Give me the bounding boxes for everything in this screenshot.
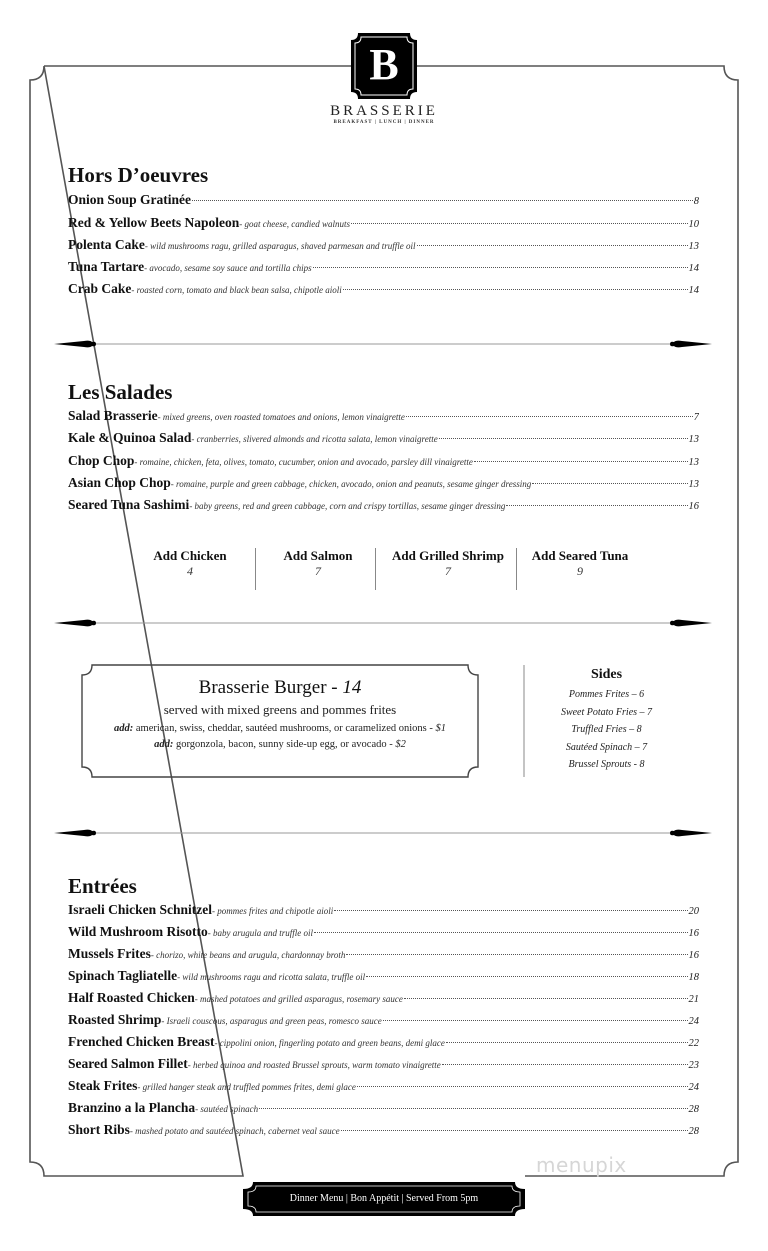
item-price: 14	[688, 263, 699, 274]
brand-tagline: BREAKFAST | LUNCH | DINNER	[333, 120, 435, 125]
item-desc: - pommes frites and chipotle aioli	[212, 906, 334, 916]
addon-label: Add Salmon	[283, 548, 353, 563]
item-desc: - roasted corn, tomato and black bean salsa, chipotle aioli	[131, 285, 342, 295]
menu-item	[68, 281, 699, 299]
item-price: 21	[688, 994, 699, 1005]
leader-dots	[357, 1086, 688, 1087]
item-name: Israeli Chicken Schnitzel	[68, 902, 212, 917]
item-name: Spinach Tagliatelle	[68, 968, 178, 983]
menu-item	[68, 1034, 699, 1052]
add-label: add:	[154, 739, 174, 750]
leader-dots	[343, 289, 688, 290]
item-desc: - cippolini onion, fingerling potato and green beans, demi glace	[214, 1038, 445, 1048]
item-price: 13	[688, 457, 699, 468]
leader-dots	[446, 1042, 688, 1043]
leader-dots	[346, 954, 687, 955]
leader-dots	[417, 245, 688, 246]
item-price: 28	[688, 1104, 699, 1115]
item-price: 23	[688, 1060, 699, 1071]
item-price: 16	[688, 501, 699, 512]
leader-dots	[334, 910, 687, 911]
item-name: Chop Chop	[68, 453, 135, 468]
item-desc: - sautéed spinach	[195, 1104, 259, 1114]
burger-add-line-1	[82, 723, 478, 734]
item-name: Polenta Cake	[68, 237, 145, 252]
leader-dots	[383, 1020, 688, 1021]
item-name: Frenched Chicken Breast	[68, 1034, 215, 1049]
menu-item	[68, 215, 699, 233]
menu-item	[68, 430, 699, 448]
side-item: Sautéed Spinach – 7	[565, 741, 648, 753]
menu-item	[68, 946, 699, 964]
add-options: american, swiss, cheddar, sautéed mushrooms, or caramelized onions -	[133, 723, 436, 734]
side-item: Pommes Frites – 6	[568, 689, 645, 700]
addon-label: Add Grilled Shrimp	[392, 548, 504, 563]
item-name: Kale & Quinoa Salad	[68, 430, 192, 445]
item-name: Crab Cake	[68, 281, 132, 296]
leader-dots	[474, 461, 688, 462]
leader-dots	[366, 976, 687, 977]
burger-box	[82, 665, 478, 750]
item-price: 24	[688, 1016, 699, 1027]
menu-item	[68, 1122, 699, 1140]
section-divider	[54, 617, 712, 629]
burger-add-line-2	[82, 739, 478, 750]
item-name: Short Ribs	[68, 1122, 130, 1137]
menu-item	[68, 1056, 699, 1074]
side-item: Brussel Sprouts - 8	[568, 759, 645, 770]
addon-seared-tuna	[520, 548, 640, 579]
leader-dots	[314, 932, 687, 933]
menu-item	[68, 408, 699, 426]
item-price: 22	[688, 1038, 699, 1049]
addon-separator	[516, 548, 517, 590]
menu-item	[68, 192, 699, 210]
item-desc: - chorizo, white beans and arugula, chardonnay broth	[150, 950, 346, 960]
addon-price: 7	[445, 564, 451, 578]
menu-item	[68, 237, 699, 255]
addon-chicken	[130, 548, 250, 579]
section-title-entrees: Entrées	[68, 874, 137, 898]
addon-grilled-shrimp	[380, 548, 516, 579]
item-name: Wild Mushroom Risotto	[68, 924, 208, 939]
item-desc: - mashed potatoes and grilled asparagus, rosemary sauce	[194, 994, 403, 1004]
addon-separator	[375, 548, 376, 590]
section-title-les-salades: Les Salades	[68, 380, 173, 404]
item-price: 13	[688, 434, 699, 445]
addon-separator	[255, 548, 256, 590]
footer-banner: Dinner Menu | Bon Appétit | Served From 5pm	[289, 1193, 479, 1204]
item-desc: - goat cheese, candied walnuts	[239, 219, 350, 229]
menu-item	[68, 453, 699, 471]
leader-dots	[313, 267, 688, 268]
item-name: Seared Tuna Sashimi	[68, 497, 190, 512]
menu-item	[68, 924, 699, 942]
side-item: Truffled Fries – 8	[571, 724, 642, 735]
item-name: Seared Salmon Fillet	[68, 1056, 188, 1071]
leader-dots	[506, 505, 687, 506]
item-desc: - avocado, sesame soy sauce and tortilla chips	[144, 263, 312, 273]
item-desc: - herbed quinoa and roasted Brussel sprouts, warm tomato vinaigrette	[187, 1060, 441, 1070]
leader-dots	[404, 998, 688, 999]
item-desc: - grilled hanger steak and truffled pommes frites, demi glace	[137, 1082, 356, 1092]
brand-name: BRASSERIE	[330, 103, 438, 119]
menu-item	[68, 475, 699, 493]
item-price: 16	[688, 950, 699, 961]
item-name: Roasted Shrimp	[68, 1012, 162, 1027]
menu-item	[68, 259, 699, 277]
burger-title	[82, 677, 478, 699]
leader-dots	[351, 223, 688, 224]
add-label: add:	[114, 723, 134, 734]
burger-price: 14	[342, 677, 362, 698]
item-price: 10	[688, 219, 699, 230]
item-price: 7	[693, 412, 699, 423]
item-desc: - wild mushrooms ragu and ricotta salata, truffle oil	[177, 972, 366, 982]
item-name: Mussels Frites	[68, 946, 151, 961]
item-name: Tuna Tartare	[68, 259, 145, 274]
addon-price: 4	[187, 564, 193, 578]
item-price: 8	[693, 196, 699, 207]
leader-dots	[192, 200, 693, 201]
menu-item	[68, 1100, 699, 1118]
addon-label: Add Seared Tuna	[531, 548, 629, 563]
addon-salmon	[260, 548, 376, 579]
item-name: Steak Frites	[68, 1078, 138, 1093]
addon-label: Add Chicken	[153, 548, 227, 563]
item-desc: - baby arugula and truffle oil	[207, 928, 314, 938]
item-price: 16	[688, 928, 699, 939]
item-name: Half Roasted Chicken	[68, 990, 195, 1005]
menu-item	[68, 968, 699, 986]
item-desc: - Israeli couscous, asparagus and green peas, romesco sauce	[161, 1016, 382, 1026]
sides-panel	[534, 667, 679, 774]
leader-dots	[341, 1130, 688, 1131]
salad-addons	[120, 548, 660, 590]
item-price: 13	[688, 479, 699, 490]
item-price: 14	[688, 285, 699, 296]
section-divider	[54, 827, 712, 839]
add-price: $1	[435, 723, 446, 734]
item-price: 24	[688, 1082, 699, 1093]
leader-dots	[442, 1064, 688, 1065]
leader-dots	[439, 438, 688, 439]
burger-name: Brasserie Burger -	[198, 677, 343, 698]
item-price: 13	[688, 241, 699, 252]
item-price: 18	[688, 972, 699, 983]
leader-dots	[406, 416, 693, 417]
item-name: Asian Chop Chop	[68, 475, 171, 490]
item-name: Red & Yellow Beets Napoleon	[68, 215, 240, 230]
add-price: $2	[395, 739, 406, 750]
item-name: Onion Soup Gratinée	[68, 192, 192, 207]
item-price: 20	[688, 906, 699, 917]
burger-served-with: served with mixed greens and pommes frites	[163, 702, 397, 717]
leader-dots	[532, 483, 687, 484]
leader-dots	[259, 1108, 687, 1109]
menu-item	[68, 497, 699, 515]
item-desc: - mashed potato and sautéed spinach, cabernet veal sauce	[129, 1126, 340, 1136]
section-title-hors-doeuvres: Hors D’oeuvres	[68, 163, 209, 187]
item-desc: - romaine, purple and green cabbage, chicken, avocado, onion and peanuts, sesame ginger dressing	[170, 479, 532, 489]
menu-item	[68, 1012, 699, 1030]
logo	[351, 33, 417, 99]
watermark: menupix	[536, 1153, 627, 1177]
item-desc: - wild mushrooms ragu, grilled asparagus, shaved parmesan and truffle oil	[144, 241, 416, 251]
item-name: Branzino a la Plancha	[68, 1100, 196, 1115]
item-desc: - mixed greens, oven roasted tomatoes and onions, lemon vinaigrette	[157, 412, 405, 422]
section-divider	[54, 338, 712, 350]
item-desc: - baby greens, red and green cabbage, corn and crispy tortillas, sesame ginger dressing	[189, 501, 506, 511]
item-price: 28	[688, 1126, 699, 1137]
menu-item	[68, 1078, 699, 1096]
addon-price: 7	[315, 564, 321, 578]
sides-title: Sides	[590, 667, 623, 682]
item-name: Salad Brasserie	[68, 408, 158, 423]
addon-price: 9	[577, 564, 583, 578]
item-desc: - romaine, chicken, feta, olives, tomato, cucumber, onion and avocado, parsley dill vinaigrette	[134, 457, 473, 467]
item-desc: - cranberries, slivered almonds and ricotta salata, lemon vinaigrette	[191, 434, 438, 444]
logo-letter: B	[369, 40, 399, 89]
side-item: Sweet Potato Fries – 7	[560, 706, 653, 718]
add-options: gorgonzola, bacon, sunny side-up egg, or avocado -	[173, 739, 396, 750]
menu-item	[68, 902, 699, 920]
menu-item	[68, 990, 699, 1008]
